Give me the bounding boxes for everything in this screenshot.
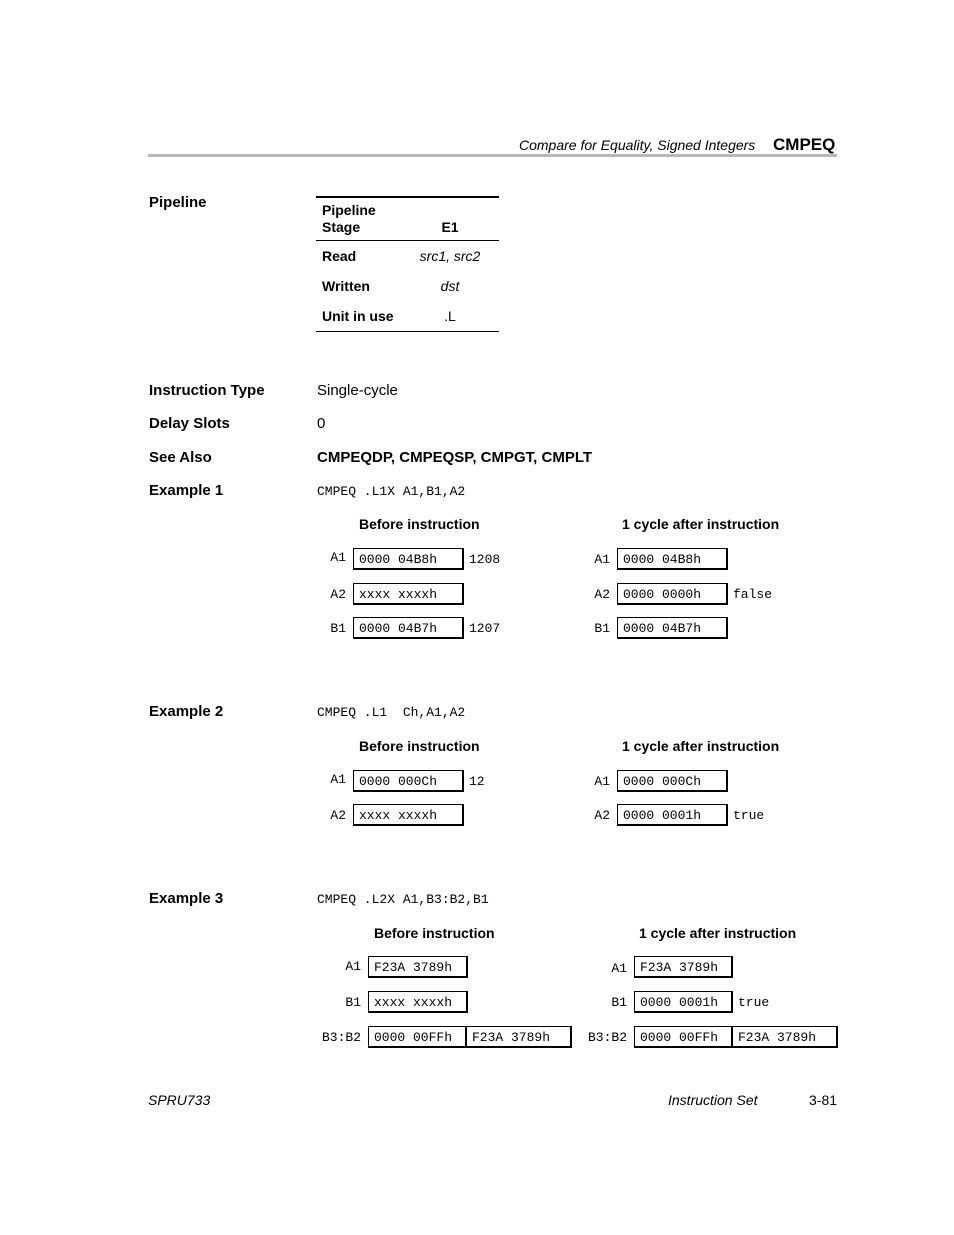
footer-doc-id: SPRU733 xyxy=(148,1092,211,1108)
instruction-type-label: Instruction Type xyxy=(149,382,265,399)
footer-page-number: 3-81 xyxy=(809,1092,838,1108)
register-value: 0000 04B7h xyxy=(353,617,464,639)
footer-section: Instruction Set xyxy=(668,1092,758,1108)
page-header-code: CMPEQ xyxy=(773,135,836,154)
register-note: 1207 xyxy=(469,621,501,636)
register-note: true xyxy=(738,995,770,1010)
delay-slots-label: Delay Slots xyxy=(149,415,230,432)
register-name: B1 xyxy=(594,621,610,636)
register-value-low: F23A 3789h xyxy=(466,1026,572,1048)
register-name: A1 xyxy=(330,772,346,787)
register-name: A2 xyxy=(594,808,610,823)
register-value: 0000 04B7h xyxy=(617,617,728,639)
register-name: B1 xyxy=(345,995,361,1010)
register-value: 0000 0000h xyxy=(617,583,728,605)
example3-label: Example 3 xyxy=(149,890,224,907)
example1-code: CMPEQ .L1X A1,B1,A2 xyxy=(317,484,466,499)
register-name: B3:B2 xyxy=(587,1030,627,1045)
register-name: A2 xyxy=(330,808,346,823)
register-note: 12 xyxy=(469,774,485,789)
example2-label: Example 2 xyxy=(149,703,224,720)
register-name: A1 xyxy=(594,774,610,789)
register-value: 0000 000Ch xyxy=(353,770,464,792)
example3-after-head: 1 cycle after instruction xyxy=(639,925,797,941)
register-value: 0000 04B8h xyxy=(617,548,728,570)
example1-label: Example 1 xyxy=(149,482,224,499)
register-name: B1 xyxy=(611,995,627,1010)
register-value: xxxx xxxxh xyxy=(353,583,464,605)
example1-before-head: Before instruction xyxy=(359,516,480,532)
example1-after-head: 1 cycle after instruction xyxy=(622,516,780,532)
pipeline-row-stage: Written xyxy=(322,278,370,294)
example2-after-head: 1 cycle after instruction xyxy=(622,738,780,754)
register-value: F23A 3789h xyxy=(634,956,733,978)
register-value: 0000 000Ch xyxy=(617,770,728,792)
register-name: A1 xyxy=(330,550,346,565)
pipeline-row-value: src1, src2 xyxy=(419,248,481,264)
register-note: true xyxy=(733,808,765,823)
pipeline-head-stage: Pipeline Stage xyxy=(322,202,376,235)
register-value-high: 0000 00FFh xyxy=(634,1026,733,1048)
register-name: B1 xyxy=(330,621,346,636)
register-value: 0000 0001h xyxy=(634,991,733,1013)
see-also-value: CMPEQDP, CMPEQSP, CMPGT, CMPLT xyxy=(317,449,593,466)
page-header-title: Compare for Equality, Signed Integers xyxy=(519,137,756,153)
header-rule xyxy=(148,154,837,157)
pipeline-row-value: .L xyxy=(444,308,456,324)
register-value: xxxx xxxxh xyxy=(353,804,464,826)
example3-code: CMPEQ .L2X A1,B3:B2,B1 xyxy=(317,892,489,907)
instruction-type-value: Single-cycle xyxy=(317,382,398,399)
example2-before-head: Before instruction xyxy=(359,738,480,754)
pipeline-row-value: dst xyxy=(440,278,460,294)
pipeline-table xyxy=(316,196,499,332)
register-value: xxxx xxxxh xyxy=(368,991,468,1013)
register-name: A1 xyxy=(345,959,361,974)
pipeline-row-stage: Unit in use xyxy=(322,308,394,324)
see-also-label: See Also xyxy=(149,449,212,466)
delay-slots-value: 0 xyxy=(317,415,326,432)
pipeline-head-e1: E1 xyxy=(441,219,459,235)
register-value-high: 0000 00FFh xyxy=(368,1026,467,1048)
register-name: A2 xyxy=(330,587,346,602)
register-note: false xyxy=(733,587,773,602)
register-name: A1 xyxy=(594,552,610,567)
register-value: F23A 3789h xyxy=(368,956,468,978)
example2-code: CMPEQ .L1 Ch,A1,A2 xyxy=(317,705,466,720)
pipeline-label: Pipeline xyxy=(149,194,207,211)
example3-before-head: Before instruction xyxy=(374,925,495,941)
register-value: 0000 04B8h xyxy=(353,548,464,570)
pipeline-row-stage: Read xyxy=(322,248,357,264)
register-name: A1 xyxy=(611,961,627,976)
register-name: A2 xyxy=(594,587,610,602)
register-name: B3:B2 xyxy=(321,1030,361,1045)
register-value: 0000 0001h xyxy=(617,804,728,826)
register-note: 1208 xyxy=(469,552,501,567)
register-value-low: F23A 3789h xyxy=(732,1026,838,1048)
